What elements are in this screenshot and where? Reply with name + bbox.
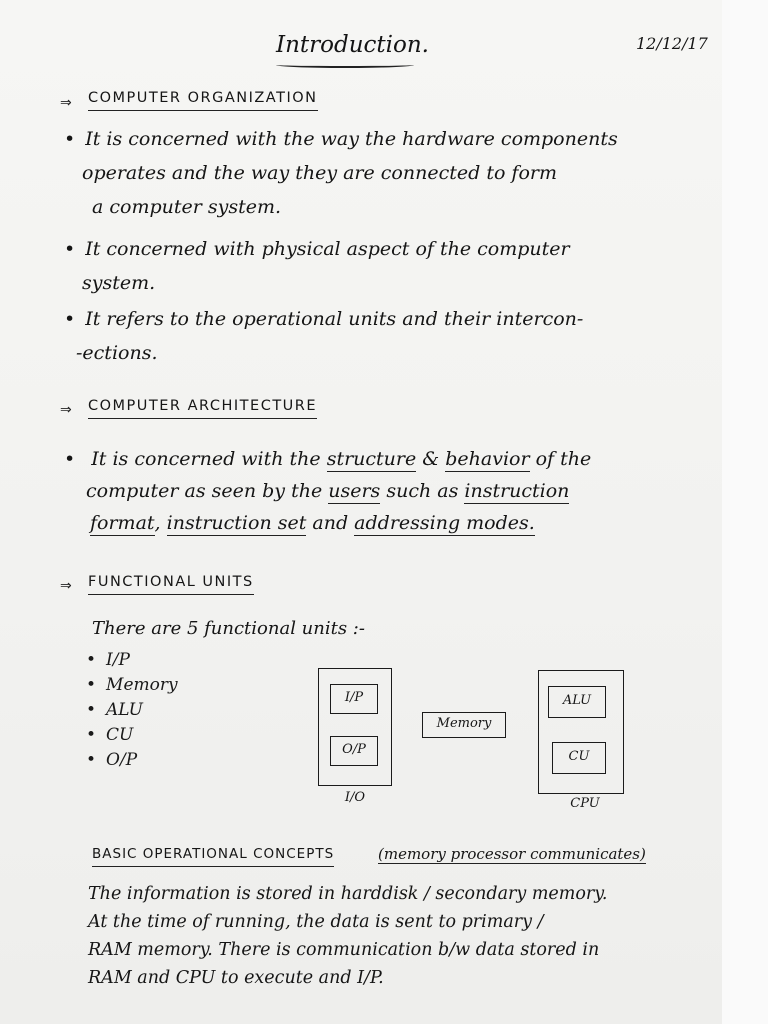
s1-bullet-2-line-1: • It concerned with physical aspect of the computer [64, 238, 570, 260]
list-item: • Memory [86, 675, 178, 700]
operational-concepts-subtitle: (memory processor communicates) [378, 845, 646, 863]
s1-bullet-3-line-1: • It refers to the operational units and their intercon- [64, 308, 583, 330]
io-unit-label: I/O [344, 790, 366, 805]
concept-line-2: At the time of running, the data is sent to primary / [88, 912, 544, 932]
heading-functional-units: FUNCTIONAL UNITS [88, 574, 254, 595]
list-item: • I/P [86, 650, 178, 675]
s2-line-1 [64, 448, 591, 470]
s2-line-3 [90, 512, 535, 534]
cpu-alu-label: ALU [562, 693, 592, 708]
term-users: users [328, 480, 381, 502]
term-instruction: instruction [464, 480, 570, 502]
heading-computer-architecture: COMPUTER ARCHITECTURE [88, 398, 317, 419]
s1-bullet-1-line-3: a computer system. [92, 196, 282, 218]
s2-text: of the [529, 448, 592, 470]
title-underline [276, 62, 414, 68]
s2-text: such as [380, 480, 465, 502]
io-op-label: O/P [342, 742, 366, 757]
s1-bullet-1-line-2: operates and the way they are connected to form [82, 162, 557, 184]
term-instruction-set: instruction set [166, 512, 307, 534]
s2-text: and [306, 512, 355, 534]
io-ip-label: I/P [344, 690, 364, 705]
functional-units-intro: There are 5 functional units :- [92, 618, 365, 639]
s1-bullet-3-line-2: -ections. [76, 342, 158, 364]
s2-line-2 [86, 480, 569, 502]
term-addressing-modes: addressing modes. [354, 512, 535, 534]
concept-line-4: RAM and CPU to execute and I/P. [88, 968, 384, 988]
term-behavior: behavior [445, 448, 530, 470]
s2-text: & [416, 448, 446, 470]
s2-text: computer as seen by the [86, 480, 329, 502]
heading-computer-organization: COMPUTER ORGANIZATION [88, 90, 318, 111]
s2-text: It is concerned with the [91, 448, 327, 470]
page-date: 12/12/17 [636, 34, 708, 53]
term-format: format [90, 512, 155, 534]
page-title: Introduction. [276, 32, 429, 58]
list-item: • O/P [86, 750, 178, 775]
concept-line-3: RAM memory. There is communication b/w data stored in [88, 940, 600, 960]
concept-line-1: The information is stored in harddisk / secondary memory. [88, 884, 608, 904]
s2-text: , [154, 512, 167, 534]
list-item: • ALU [86, 700, 178, 725]
page-margin [722, 0, 768, 1024]
cpu-cu-label: CU [568, 749, 590, 764]
heading-basic-operational-concepts: BASIC OPERATIONAL CONCEPTS [92, 846, 334, 867]
arrow-icon: ⇒ [60, 578, 72, 594]
functional-units-list [86, 650, 178, 775]
arrow-icon: ⇒ [60, 402, 72, 418]
s1-bullet-1-line-1: • It is concerned with the way the hardware components [64, 128, 618, 150]
list-item: • CU [86, 725, 178, 750]
s1-bullet-2-line-2: system. [82, 272, 156, 294]
arrow-icon: ⇒ [60, 95, 72, 111]
term-structure: structure [326, 448, 417, 470]
memory-label: Memory [436, 716, 492, 731]
cpu-unit-label: CPU [570, 796, 600, 811]
